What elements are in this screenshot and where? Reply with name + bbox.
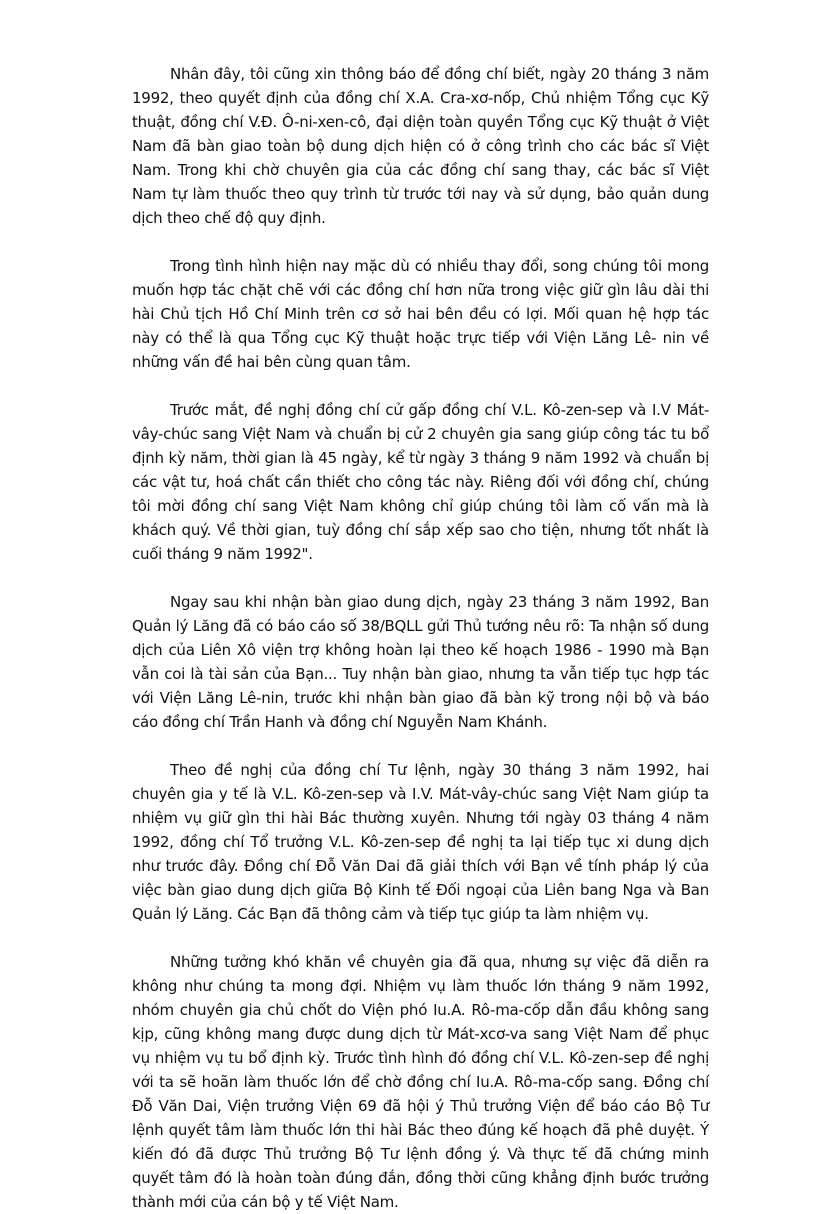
document-page (132, 62, 709, 1214)
paragraph-5: Theo đề nghị của đồng chí Tư lệnh, ngày 30 tháng 3 năm 1992, hai chuyên gia y tế là V.L. Kô-zen-sep và I.V. Mát-vây-chúc sang Việt Nam giúp ta nhiệm vụ giữ gìn thi hài Bác thường xuyên. Nhưng tới ngày 03 tháng 4 năm 1992, đồng chí Tổ trưởng V.L. Kô-zen-sep đề nghị ta lại tiếp tục xi dung dịch như trước đây. Đồng chí Đỗ Văn Dai đã giải thích với Bạn về tính pháp lý của việc bàn giao dung dịch giữa Bộ Kinh tế Đối ngoại của Liên bang Nga và Ban Quản lý Lăng. Các Bạn đã thông cảm và tiếp tục giúp ta làm nhiệm vụ. (132, 761, 709, 923)
paragraph-6: Những tưởng khó khăn về chuyên gia đã qua, nhưng sự việc đã diễn ra không như chúng ta mong đợi. Nhiệm vụ làm thuốc lớn tháng 9 năm 1992, nhóm chuyên gia chủ chốt do Viện phó Iu.A. Rô-ma-cốp dẫn đầu không sang kịp, cũng không mang được dung dịch từ Mát-xcơ-va sang Việt Nam để phục vụ nhiệm vụ tu bổ định kỳ. Trước tình hình đó đồng chí V.L. Kô-zen-sep đề nghị với ta sẽ hoãn làm thuốc lớn để chờ đồng chí Iu.A. Rô-ma-cốp sang. Đồng chí Đỗ Văn Dai, Viện trưởng Viện 69 đã hội ý Thủ trưởng Viện để báo cáo Bộ Tư lệnh quyết tâm làm thuốc lớn thi hài Bác theo đúng kế hoạch đã phê duyệt. Ý kiến đó đã được Thủ trưởng Bộ Tư lệnh đồng ý. Và thực tế đã chứng minh quyết tâm đó là hoàn toàn đúng đắn, đồng thời cũng khẳng định bước trưởng thành mới của cán bộ y tế Việt Nam. (132, 953, 709, 1211)
paragraph-4: Ngay sau khi nhận bàn giao dung dịch, ngày 23 tháng 3 năm 1992, Ban Quản lý Lăng đã có báo cáo số 38/BQLL gửi Thủ tướng nêu rõ: Ta nhận số dung dịch của Liên Xô viện trợ không hoàn lại theo kế hoạch 1986 - 1990 mà Bạn vẫn coi là tài sản của Bạn... Tuy nhận bàn giao, nhưng ta vẫn tiếp tục hợp tác với Viện Lăng Lê-nin, trước khi nhận bàn giao đã bàn kỹ trong nội bộ và báo cáo đồng chí Trần Hanh và đồng chí Nguyễn Nam Khánh. (132, 593, 709, 731)
paragraph-2: Trong tình hình hiện nay mặc dù có nhiều thay đổi, song chúng tôi mong muốn hợp tác chặt chẽ với các đồng chí hơn nữa trong việc giữ gìn lâu dài thi hài Chủ tịch Hồ Chí Minh trên cơ sở hai bên đều có lợi. Mối quan hệ hợp tác này có thể là qua Tổng cục Kỹ thuật hoặc trực tiếp với Viện Lăng Lê- nin về những vấn đề hai bên cùng quan tâm. (132, 257, 709, 371)
paragraph-3: Trước mắt, đề nghị đồng chí cử gấp đồng chí V.L. Kô-zen-sep và I.V Mát-vây-chúc sang Việt Nam và chuẩn bị cử 2 chuyên gia sang giúp công tác tu bổ định kỳ năm, thời gian là 45 ngày, kể từ ngày 3 tháng 9 năm 1992 và chuẩn bị các vật tư, hoá chất cần thiết cho công tác này. Riêng đối với đồng chí, chúng tôi mời đồng chí sang Việt Nam không chỉ giúp chúng tôi làm cố vấn mà là khách quý. Về thời gian, tuỳ đồng chí sắp xếp sao cho tiện, nhưng tốt nhất là cuối tháng 9 năm 1992". (132, 401, 709, 563)
paragraph-1: Nhân đây, tôi cũng xin thông báo để đồng chí biết, ngày 20 tháng 3 năm 1992, theo quyết định của đồng chí X.A. Cra-xơ-nốp, Chủ nhiệm Tổng cục Kỹ thuật, đồng chí V.Đ. Ô-ni-xen-cô, đại diện toàn quyền Tổng cục Kỹ thuật ở Việt Nam đã bàn giao toàn bộ dung dịch hiện có ở công trình cho các bác sĩ Việt Nam. Trong khi chờ chuyên gia của các đồng chí sang thay, các bác sĩ Việt Nam tự làm thuốc theo quy trình từ trước tới nay và sử dụng, bảo quản dung dịch theo chế độ quy định. (132, 65, 709, 227)
